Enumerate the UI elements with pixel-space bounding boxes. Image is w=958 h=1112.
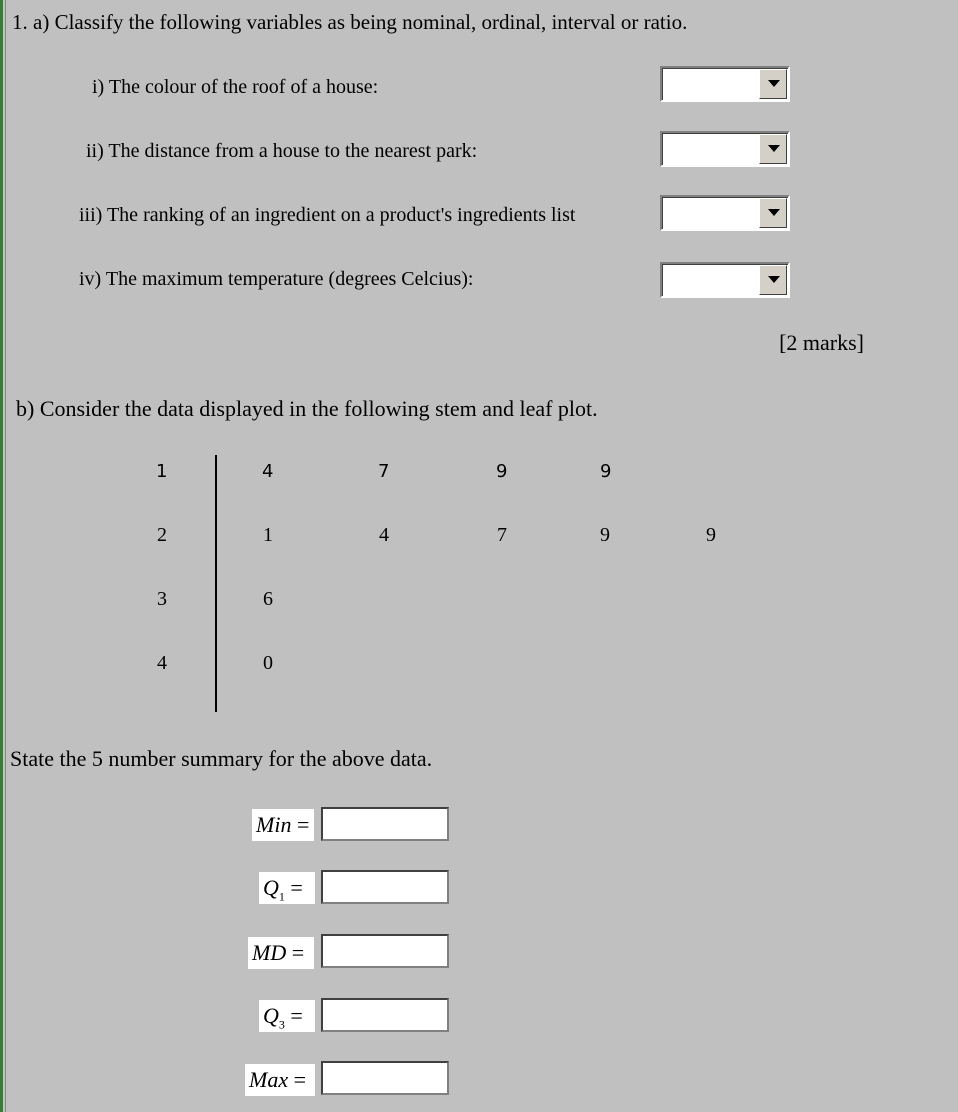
equals-sign: = bbox=[293, 1067, 307, 1092]
summary-instruction: State the 5 number summary for the above data. bbox=[10, 746, 433, 771]
equals-sign: = bbox=[296, 812, 310, 837]
md-label bbox=[248, 937, 314, 969]
equals-sign: = bbox=[290, 875, 303, 900]
q1-input[interactable] bbox=[321, 870, 449, 904]
min-input[interactable] bbox=[321, 807, 449, 841]
q3-subscript: 3 bbox=[278, 1017, 285, 1032]
stem-value: 1 bbox=[156, 461, 168, 482]
md-input[interactable] bbox=[321, 934, 449, 968]
item-label-distance: ii) The distance from a house to the nearest park: bbox=[86, 140, 478, 162]
leaf-value: 9 bbox=[600, 461, 612, 482]
question-title: 1. a) Classify the following variables as being nominal, ordinal, interval or ratio. bbox=[12, 10, 688, 34]
q3-label-text: Q bbox=[263, 1003, 279, 1028]
md-label-text: MD bbox=[252, 940, 287, 965]
leaf-value: 0 bbox=[263, 652, 273, 674]
leaf-value: 9 bbox=[706, 524, 716, 546]
item-label-roof-colour: i) The colour of the roof of a house: bbox=[92, 76, 379, 98]
leaf-value: 7 bbox=[497, 524, 507, 546]
stem-value: 3 bbox=[157, 588, 167, 610]
stem-value: 2 bbox=[157, 524, 167, 546]
equals-sign: = bbox=[290, 1003, 303, 1028]
left-border-inner bbox=[5, 0, 6, 1112]
equals-sign: = bbox=[291, 940, 305, 965]
chevron-down-icon[interactable] bbox=[759, 198, 787, 228]
classification-dropdown-2[interactable] bbox=[660, 131, 790, 167]
leaf-value: 9 bbox=[496, 461, 508, 482]
q1-label-text: Q bbox=[263, 875, 279, 900]
leaf-value: 1 bbox=[263, 524, 273, 546]
max-label bbox=[245, 1064, 315, 1096]
chevron-down-icon[interactable] bbox=[759, 265, 787, 295]
left-border bbox=[0, 0, 3, 1112]
leaf-value: 6 bbox=[263, 588, 273, 610]
leaf-value: 9 bbox=[600, 524, 610, 546]
q3-input[interactable] bbox=[321, 998, 449, 1032]
stem-value: 4 bbox=[157, 652, 167, 674]
leaf-value: 7 bbox=[378, 461, 390, 482]
max-label-text: Max bbox=[249, 1067, 289, 1092]
min-label-text: Min bbox=[256, 812, 292, 837]
stem-divider bbox=[215, 455, 217, 712]
item-label-ranking: iii) The ranking of an ingredient on a product's ingredients list bbox=[79, 204, 576, 226]
marks-label: [2 marks] bbox=[779, 330, 864, 355]
q1-label bbox=[259, 872, 315, 904]
classification-dropdown-4[interactable] bbox=[660, 262, 790, 298]
chevron-down-icon[interactable] bbox=[759, 69, 787, 99]
part-b-title: b) Consider the data displayed in the following stem and leaf plot. bbox=[16, 396, 598, 421]
item-label-temperature: iv) The maximum temperature (degrees Celcius): bbox=[79, 268, 474, 290]
chevron-down-icon[interactable] bbox=[759, 134, 787, 164]
classification-dropdown-1[interactable] bbox=[660, 66, 790, 102]
classification-dropdown-3[interactable] bbox=[660, 195, 790, 231]
max-input[interactable] bbox=[321, 1061, 449, 1095]
leaf-value: 4 bbox=[262, 461, 274, 482]
q3-label bbox=[259, 1000, 315, 1032]
min-label bbox=[252, 809, 314, 841]
q1-subscript: 1 bbox=[278, 889, 285, 904]
leaf-value: 4 bbox=[379, 524, 389, 546]
